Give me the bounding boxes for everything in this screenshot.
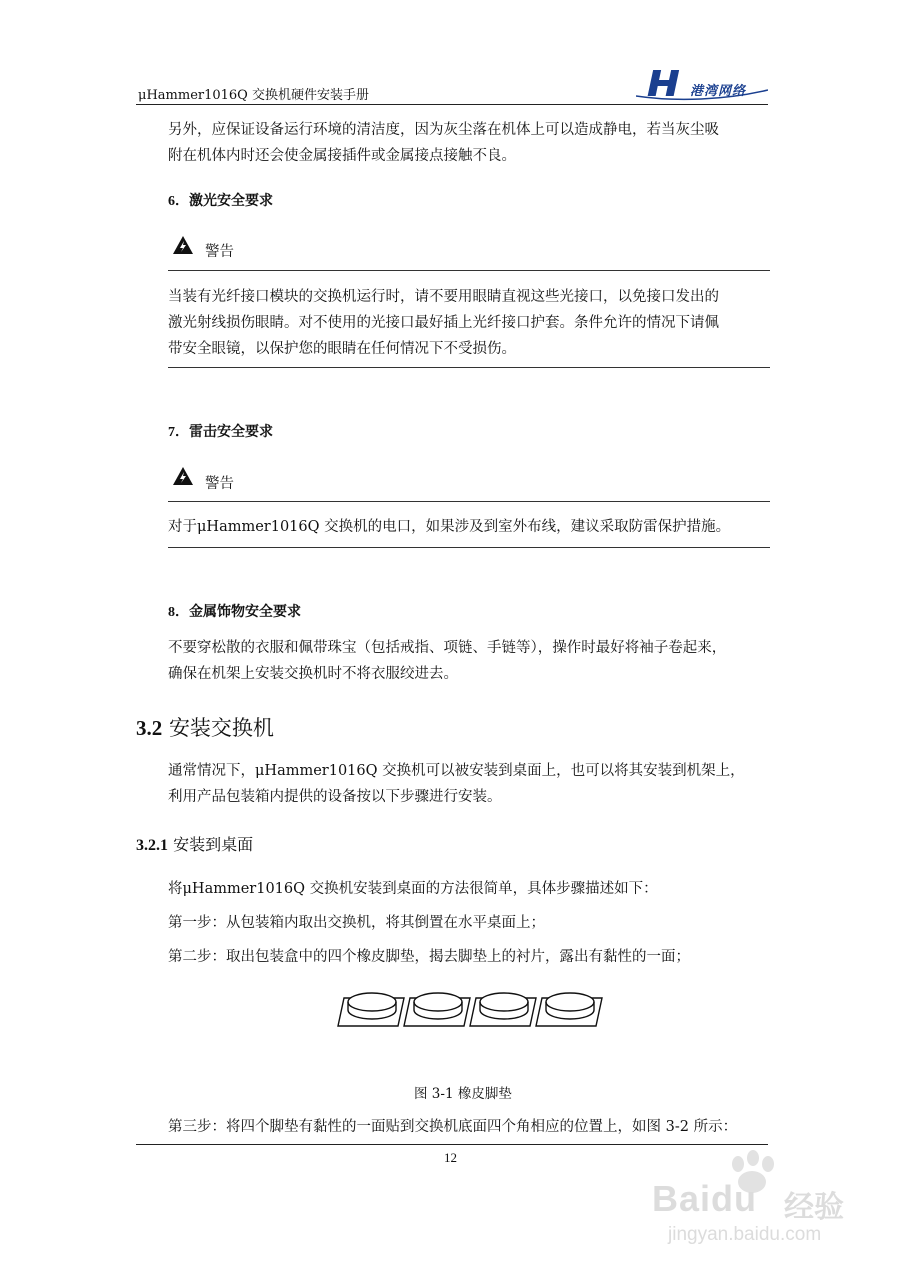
sec32-line-1: 通常情况下，μHammer1016Q 交换机可以被安装到桌面上，也可以将其安装到机架上，: [168, 763, 745, 779]
sec321-step-2: 第二步：取出包装盒中的四个橡皮脚垫，揭去脚垫上的衬片，露出有黏性的一面；: [168, 949, 690, 965]
sec7-title: 雷击安全要求: [189, 424, 273, 440]
sec321-step-3: 第三步：将四个脚垫有黏性的一面贴到交换机底面四个角相应的位置上，如图 3-2 所示：: [168, 1119, 738, 1135]
rubber-foot-2: [404, 993, 470, 1026]
sec321-title: 安装到桌面: [173, 835, 254, 854]
rubber-foot-3: [470, 993, 536, 1026]
sec8-title: 金属饰物安全要求: [189, 604, 301, 620]
watermark-url: jingyan.baidu.com: [668, 1224, 822, 1245]
figure-caption: 图 3-1 橡皮脚垫: [414, 1086, 512, 1102]
watermark-brand: Baidu: [652, 1178, 758, 1219]
page-number: 12: [444, 1150, 457, 1165]
sec7-line-1: 对于μHammer1016Q 交换机的电口，如果涉及到室外布线，建议采取防雷保护措施。: [168, 519, 731, 535]
rubber-foot-4: [536, 993, 602, 1026]
sec6-title: 激光安全要求: [189, 193, 273, 209]
sec6-warning-top-rule: [168, 270, 770, 271]
sec6-number: 6．: [168, 194, 189, 209]
sec7-warning-label: 警告: [205, 476, 234, 492]
sec8-number: 8．: [168, 605, 189, 620]
sec32-line-2: 利用产品包装箱内提供的设备按以下步骤进行安装。: [168, 789, 502, 805]
footer-divider: [136, 1144, 768, 1145]
sec8-heading: [168, 601, 301, 621]
sec321-step-1: 第一步：从包装箱内取出交换机，将其倒置在水平桌面上；: [168, 915, 545, 931]
sec321-line-1: 将μHammer1016Q 交换机安装到桌面的方法很简单，具体步骤描述如下：: [168, 881, 658, 897]
logo-text: 港湾网络: [690, 84, 747, 99]
sec6-line-1: 当装有光纤接口模块的交换机运行时，请不要用眼睛直视这些光接口，以免接口发出的: [168, 289, 719, 305]
sec6-line-3: 带安全眼镜，以保护您的眼睛在任何情况下不受损伤。: [168, 341, 516, 357]
sec7-warning-top-rule: [168, 501, 770, 502]
sec6-warning-label: 警告: [205, 244, 234, 260]
intro-line-1: 另外，应保证设备运行环境的清洁度，因为灰尘落在机体上可以造成静电，若当灰尘吸: [168, 122, 719, 138]
warning-icon: [172, 466, 194, 486]
intro-line-2: 附在机体内时还会使金属接插件或金属接点接触不良。: [168, 148, 516, 164]
sec6-heading: [168, 190, 273, 210]
header-title: μHammer1016Q 交换机硬件安装手册: [138, 88, 369, 103]
warning-icon: [172, 235, 194, 255]
sec321-heading: [136, 832, 253, 855]
sec7-heading: [168, 421, 273, 441]
sec7-number: 7．: [168, 425, 189, 440]
sec6-warning-bottom-rule: [168, 367, 770, 368]
rubber-foot-1: [338, 993, 404, 1026]
sec32-heading: [136, 712, 274, 742]
sec32-number: 3.2: [136, 716, 163, 740]
sec8-line-1: 不要穿松散的衣服和佩带珠宝（包括戒指、项链、手链等），操作时最好将袖子卷起来，: [168, 640, 727, 656]
sec32-title: 安装交换机: [168, 716, 274, 740]
sec6-line-2: 激光射线损伤眼睛。对不使用的光接口最好插上光纤接口护套。条件允许的情况下请佩: [168, 315, 719, 331]
sec7-warning-bottom-rule: [168, 547, 770, 548]
sec321-number: 3.2.1: [136, 837, 168, 854]
sec8-line-2: 确保在机架上安装交换机时不将衣服绞进去。: [168, 666, 458, 682]
header-divider: [136, 104, 768, 105]
rubber-feet-figure: [330, 982, 610, 1030]
watermark-brand-cn: 经验: [784, 1191, 844, 1224]
